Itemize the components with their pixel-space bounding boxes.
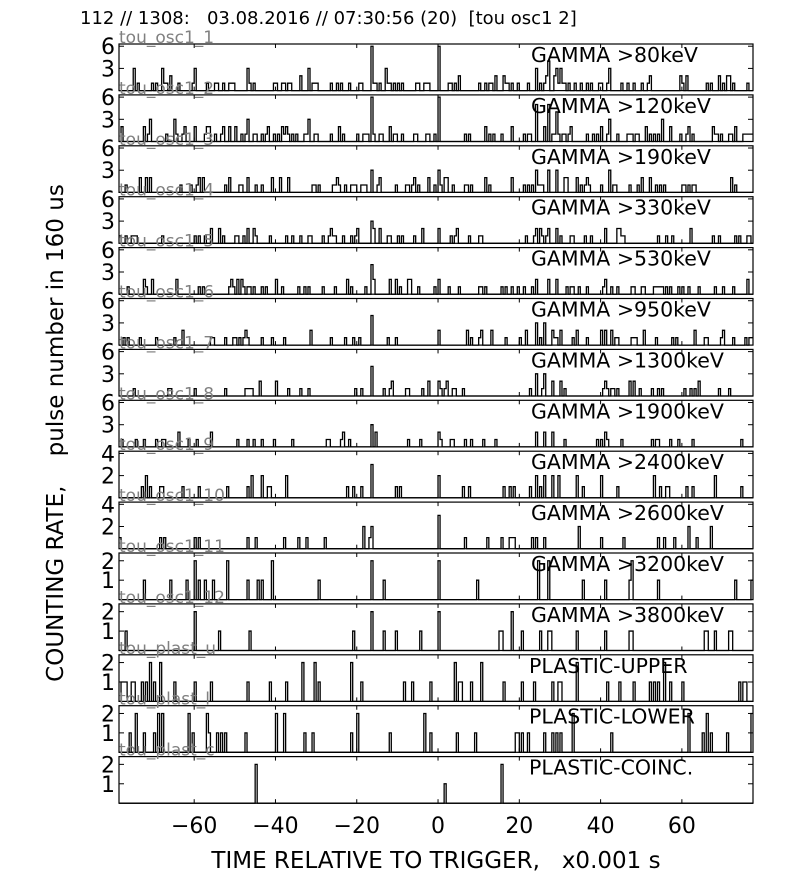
panel-id-tou_osc1_6: tou_osc1_6: [119, 282, 215, 303]
panel-id-tou_osc1_1: tou_osc1_1: [119, 28, 215, 48]
panel-label-tou_osc1_5: GAMMA >530keV: [531, 246, 711, 271]
y-tick-label-tou_osc1_4-6: 6: [101, 187, 115, 213]
panel-id-tou_plast_l: tou_plast_l: [119, 689, 211, 710]
x-tick-label-20: 20: [505, 814, 534, 840]
figure-header: 112 // 1308: 03.08.2016 // 07:30:56 (20) [tou osc1 2]: [80, 8, 577, 29]
y-tick-label-tou_osc1_1-6: 6: [101, 35, 115, 61]
panel-label-tou_osc1_12: GAMMA >3800keV: [531, 602, 724, 627]
panel-label-tou_osc1_11: GAMMA >3200keV: [531, 552, 724, 576]
panel-label-tou_osc1_1: GAMMA >80keV: [531, 43, 698, 67]
y-tick-label-tou_osc1_8-6: 6: [101, 391, 115, 417]
y-tick-label-tou_osc1_5-6: 6: [101, 238, 115, 264]
y-tick-label-tou_osc1_12-1: 1: [101, 620, 115, 646]
y-tick-label-tou_plast_l-2: 2: [101, 702, 115, 728]
panel-id-tou_osc1_9: tou_osc1_9: [119, 435, 215, 456]
panel-id-tou_osc1_12: tou_osc1_12: [119, 587, 225, 608]
panel-label-tou_osc1_4: GAMMA >330keV: [531, 195, 711, 220]
panel-label-tou_plast_l: PLASTIC-LOWER: [529, 704, 695, 729]
x-tick-label--40: −40: [252, 814, 299, 840]
y-tick-label-tou_osc1_1-3: 3: [101, 57, 115, 83]
x-tick-label--20: −20: [333, 814, 380, 840]
y-tick-label-tou_plast_l-1: 1: [101, 721, 115, 747]
x-tick-label--60: −60: [170, 814, 218, 840]
y-tick-label-tou_osc1_10-2: 2: [101, 515, 115, 541]
y-tick-label-tou_plast_c-1: 1: [101, 772, 115, 798]
panel-label-tou_plast_c: PLASTIC-COINC.: [529, 755, 694, 780]
series-tou_osc1_8: [119, 425, 753, 447]
y-axis-label: COUNTING RATE, pulse number in 160 us: [43, 184, 69, 682]
panel-label-tou_osc1_7: GAMMA >1300keV: [531, 348, 724, 373]
y-tick-label-tou_osc1_5-3: 3: [101, 261, 115, 287]
y-tick-label-tou_osc1_6-3: 3: [101, 311, 115, 337]
y-tick-label-tou_osc1_2-3: 3: [101, 108, 115, 134]
y-tick-label-tou_osc1_9-2: 2: [101, 464, 115, 490]
x-axis-label: TIME RELATIVE TO TRIGGER, x0.001 s: [211, 848, 661, 874]
y-tick-label-tou_osc1_7-6: 6: [101, 340, 115, 366]
y-tick-label-tou_osc1_8-3: 3: [101, 413, 115, 439]
panel-id-tou_osc1_8: tou_osc1_8: [119, 384, 215, 405]
panel-label-tou_osc1_3: GAMMA >190keV: [531, 144, 711, 169]
y-tick-label-tou_osc1_2-6: 6: [101, 86, 115, 112]
panel-id-tou_plast_u: tou_plast_u: [119, 638, 217, 659]
x-tick-label-0: 0: [431, 814, 446, 840]
panel-id-tou_osc1_2: tou_osc1_2: [119, 78, 215, 99]
panel-label-tou_plast_u: PLASTIC-UPPER: [529, 653, 688, 678]
panel-label-tou_osc1_2: GAMMA >120keV: [531, 93, 711, 118]
y-tick-label-tou_osc1_6-6: 6: [101, 289, 115, 315]
y-tick-label-tou_osc1_11-1: 1: [101, 569, 115, 595]
panel-id-tou_osc1_10: tou_osc1_10: [119, 486, 225, 507]
y-tick-label-tou_osc1_9-4: 4: [101, 442, 115, 468]
y-tick-label-tou_osc1_7-3: 3: [101, 362, 115, 388]
y-tick-label-tou_osc1_4-3: 3: [101, 210, 115, 236]
panel-id-tou_osc1_11: tou_osc1_11: [119, 537, 225, 557]
panel-id-tou_plast_c: tou_plast_c: [119, 740, 215, 761]
panel-id-tou_osc1_7: tou_osc1_7: [119, 333, 215, 354]
y-tick-label-tou_osc1_3-6: 6: [101, 137, 115, 163]
series-tou_osc1_3: [119, 170, 753, 192]
y-tick-label-tou_osc1_3-3: 3: [101, 159, 115, 185]
x-tick-label-40: 40: [586, 814, 615, 840]
series-tou_osc1_4: [119, 221, 753, 243]
panel-id-tou_osc1_4: tou_osc1_4: [119, 180, 215, 201]
panel-label-tou_osc1_8: GAMMA >1900keV: [531, 399, 724, 424]
y-tick-label-tou_osc1_11-2: 2: [101, 549, 115, 575]
x-tick-label-60: 60: [667, 814, 696, 840]
panel-id-tou_osc1_3: tou_osc1_3: [119, 129, 215, 150]
panel-id-tou_osc1_5: tou_osc1_5: [119, 231, 215, 252]
y-tick-label-tou_osc1_10-4: 4: [101, 493, 115, 519]
y-tick-label-tou_osc1_12-2: 2: [101, 600, 115, 626]
panel-label-tou_osc1_9: GAMMA >2400keV: [531, 450, 724, 475]
y-tick-label-tou_plast_c-2: 2: [101, 753, 115, 779]
y-tick-label-tou_plast_u-1: 1: [101, 670, 115, 696]
panel-label-tou_osc1_10: GAMMA >2600keV: [531, 501, 724, 526]
panel-label-tou_osc1_6: GAMMA >950keV: [531, 297, 711, 322]
y-tick-label-tou_plast_u-2: 2: [101, 651, 115, 677]
